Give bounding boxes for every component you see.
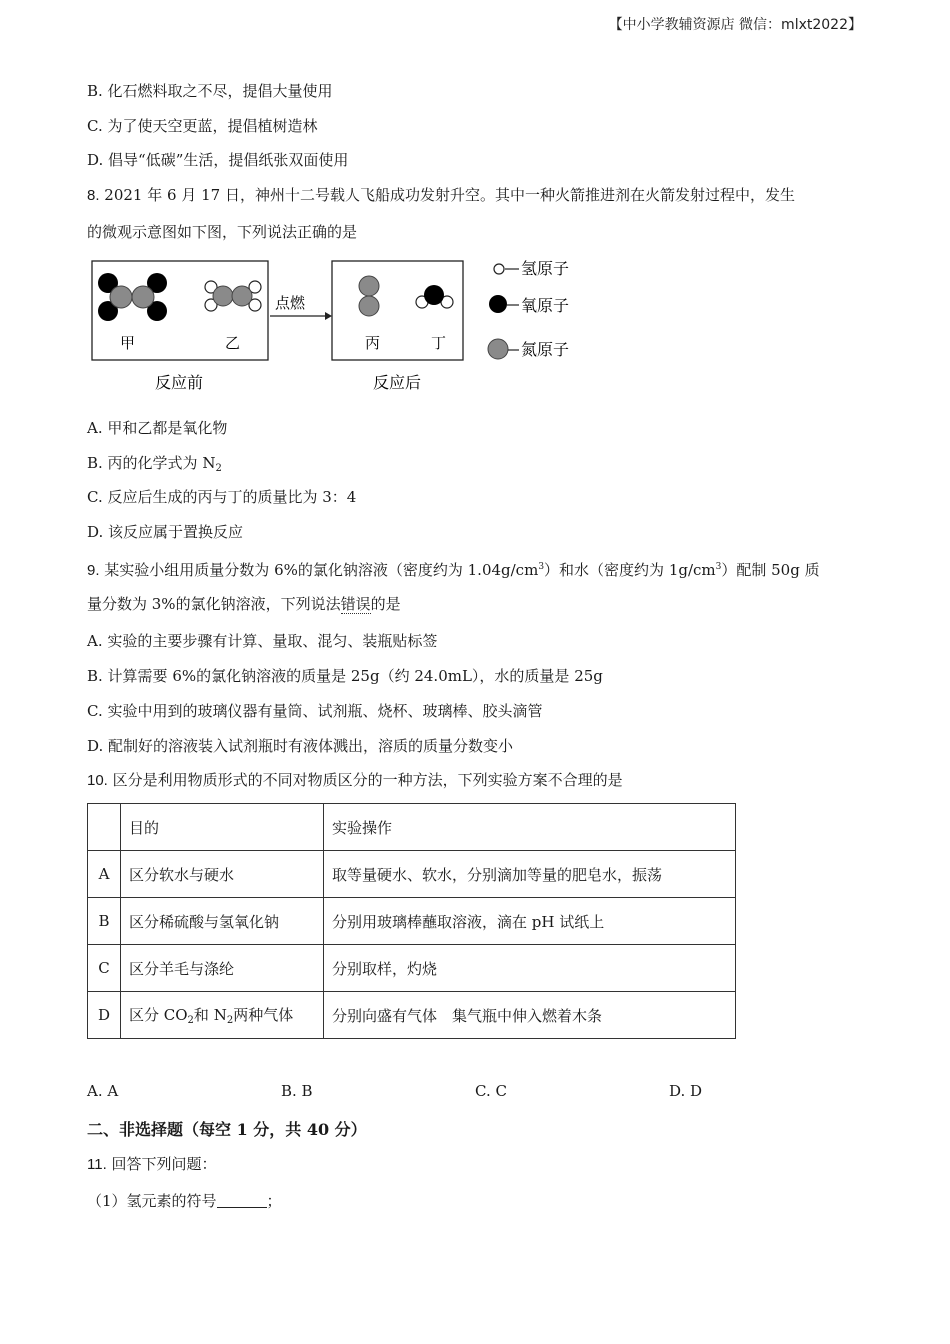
reaction-arrow-head [325,312,332,320]
q9-option-c: C. 实验中用到的玻璃仪器有量筒、试剂瓶、烧杯、玻璃棒、胶头滴管 [87,702,543,720]
q8-stem-line1 [87,185,795,206]
section-heading: 二、非选择题（每空 1 分，共 40 分） [87,1120,367,1139]
q9-option-a: A. 实验的主要步骤有计算、量取、混匀、装瓶贴标签 [87,632,438,650]
q8-option-c: C. 反应后生成的丙与丁的质量比为 3：4 [87,488,357,506]
page-header: 【中小学教辅资源店 微信：mlxt2022】 [608,17,862,33]
q8-stem-line2: 的微观示意图如下图，下列说法正确的是 [87,223,358,241]
q9-stem-line1: 9. 某实验小组用质量分数为 6%的氯化钠溶液（密度约为 $1.04g/cm^3$）和水（密度约为 $1g/cm^3$）配制 50g 质 [87,561,820,579]
label-ding: 丁 [431,334,447,352]
q7-option-b: B. 化石燃料取之不尽，提倡大量使用 [87,82,333,100]
arrow-label: 点燃 [275,294,306,312]
legend-nitrogen [488,339,569,359]
table-row: D 区分 $CO_2$和 $N_2$两种气体 分别向盛有气体 集气瓶中伸入燃着木条 [88,992,736,1039]
q9-option-b: B. 计算需要 6%的氯化钠溶液的质量是 25g（约 24.0mL），水的质量是 25g [87,667,603,685]
molecule-bing [359,276,379,316]
label-yi: 乙 [225,334,241,352]
q10-stem: 10. 区分是利用物质形式的不同对物质区分的一种方法，下列实验方案不合理的是 [87,771,623,789]
table-header-row: 目的 实验操作 [88,804,736,851]
q9-option-d: D. 配制好的溶液装入试剂瓶时有液体溅出，溶质的质量分数变小 [87,737,514,755]
caption-before: 反应前 [155,373,204,392]
before-box [92,261,268,360]
svg-text:氮原子: 氮原子 [521,340,570,359]
legend-hydrogen [494,259,569,278]
q7-option-d: D. 倡导“低碳”生活，提倡纸张双面使用 [87,151,349,169]
q11-sub1: （1）氢元素的符号 ； [87,1192,282,1210]
q11-stem: 11. 回答下列问题： [87,1155,217,1173]
q8-option-b: B. 丙的化学式为 $N_2$ [87,454,222,474]
molecule-yi [205,281,261,311]
table-row: C 区分羊毛与涤纶 分别取样，灼烧 [88,945,736,992]
molecule-jia [98,273,167,321]
q10-table [87,803,736,1039]
q8-number: 8. [87,187,100,204]
legend-oxygen [489,295,569,315]
svg-text:氧原子: 氧原子 [521,296,570,315]
label-jia: 甲 [120,334,136,352]
table-row: B 区分稀硫酸与氢氧化钠 分别用玻璃棒蘸取溶液，滴在 pH 试纸上 [88,898,736,945]
caption-after: 反应后 [373,373,422,392]
q7-option-c: C. 为了使天空更蓝，提倡植树造林 [87,117,318,135]
q9-stem-line2: 量分数为 3%的氯化钠溶液，下列说法错误的是 [87,595,401,613]
q10-option-a: A. A [87,1082,119,1100]
q8-stem-text1: 2021 年 6 月 17 日，神州十二号载人飞船成功发射升空。其中一种火箭推进剂在火箭发射过程中，发生 [104,186,795,204]
q10-option-b: B. B [281,1082,313,1100]
q8-option-a: A. 甲和乙都是氧化物 [87,419,228,437]
answer-blank[interactable] [217,1193,267,1208]
q10-option-d: D. D [669,1082,703,1100]
q8-option-d: D. 该反应属于置换反应 [87,523,244,541]
label-bing: 丙 [365,334,381,352]
molecule-ding [416,285,453,308]
emphasis-wrong: 错误 [340,595,371,613]
svg-text:氢原子: 氢原子 [521,259,570,278]
table-row: A 区分软水与硬水 取等量硬水、软水，分别滴加等量的肥皂水，振荡 [88,851,736,898]
q10-option-c: C. C [475,1082,507,1100]
reaction-diagram [87,255,597,397]
